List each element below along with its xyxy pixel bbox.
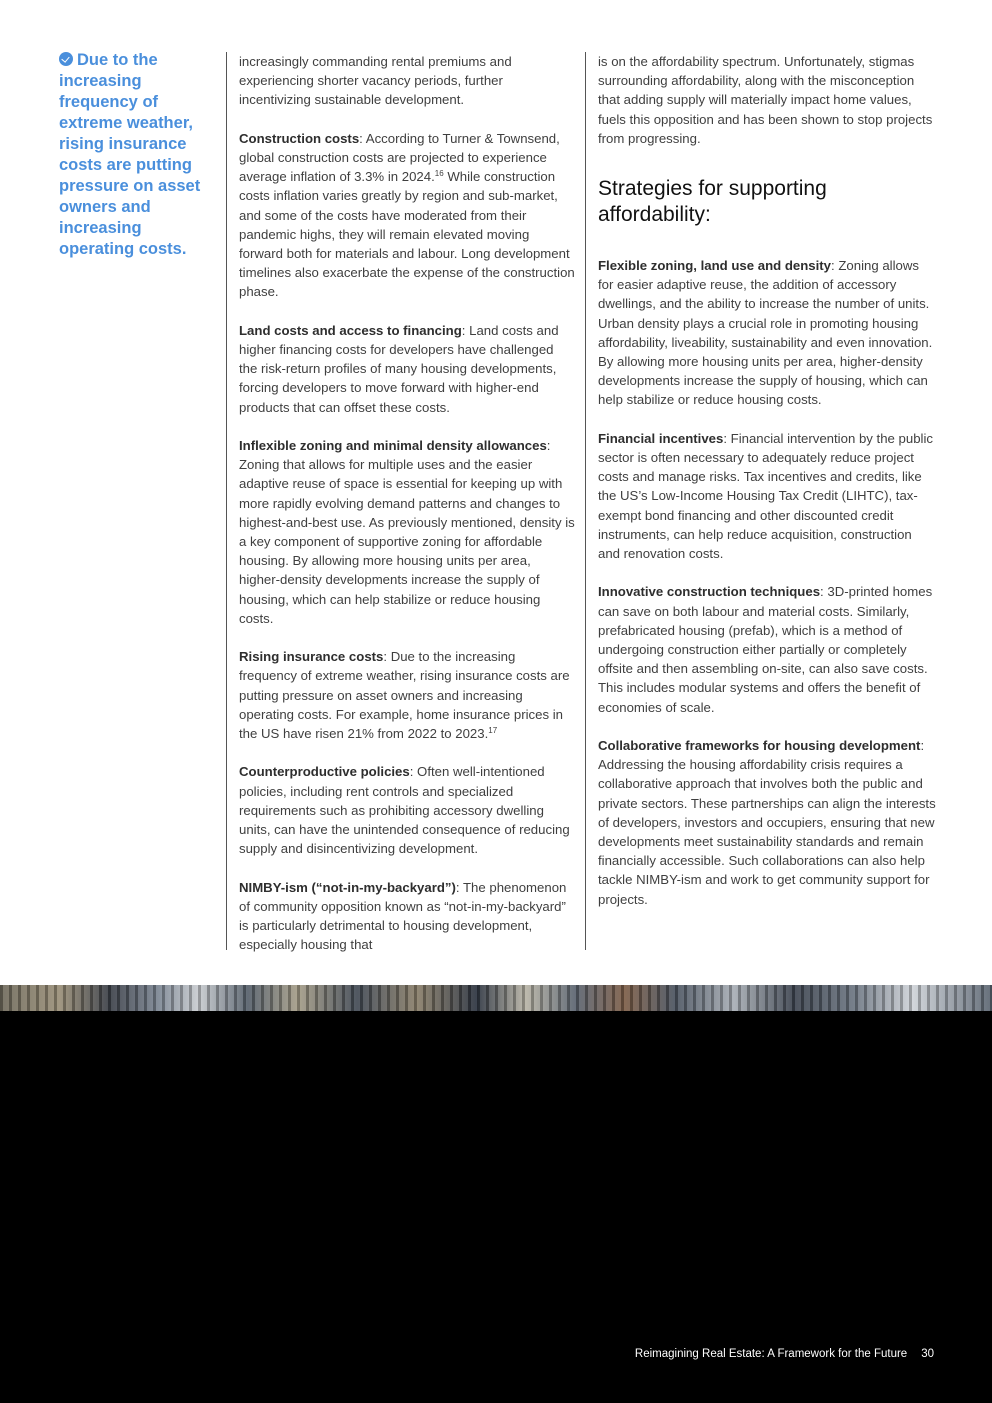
term: Counterproductive policies (239, 764, 410, 780)
heading-colon: : (705, 203, 711, 227)
term: Land costs and access to financing (239, 322, 462, 338)
term: Innovative construction techniques (598, 584, 821, 600)
body: : Land costs and higher financing costs for developers have challenged the risk-return profiles of many housing developments, forcing developers to move forward with higher-end products that can offset these costs. (239, 322, 559, 415)
footnote-ref: 16 (434, 169, 444, 179)
page-footer (635, 1346, 934, 1362)
paragraph-counterproductive-policies (239, 762, 575, 858)
body: : Financial intervention by the public sector is often necessary to adequately reduce project costs and manage risks. Tax incentives and credits, like the US’s Low-Income Housing Tax Credit (LIHTC), tax-exempt bond financing and other discounted credit instruments, can help reduce acquisition, construction and renovation costs. (598, 430, 933, 562)
paragraph-flexible-zoning (598, 256, 936, 410)
body: : Often well-intentioned policies, including rent controls and specialized requirements such as prohibiting accessory dwelling units, can have the unintended consequence of reducing supply and disincentivizing development. (239, 764, 570, 857)
paragraph-intro: is on the affordability spectrum. Unfortunately, stigmas surrounding affordability, along with the misconception that adding supply will materially impact home values, fuels this opposition and has been shown to stop projects from progressing. (598, 54, 933, 146)
body: : Zoning that allows for multiple uses and the easier adaptive reuse of space is essential for keeping up with more rapidly evolving demand patterns and changes to highest-and-best use. As previously mentioned, density is a key component of supportive zoning for affordable housing. By allowing more housing units per area, higher-density developments increase the supply of housing, which can help stabilize or reduce housing costs. (239, 438, 575, 626)
section-heading (598, 176, 936, 228)
heading-text: Strategies for supporting affordability (598, 177, 827, 227)
text-column-2 (585, 52, 936, 950)
paragraph-construction-costs (239, 129, 575, 302)
body: : Due to the increasing frequency of extreme weather, rising insurance costs are putting pressure on asset owners and increasing operating costs. For example, home insurance prices in the US have risen 21% from 2022 to 2023. (239, 649, 570, 742)
term: Rising insurance costs (239, 649, 384, 665)
footer-title: Reimagining Real Estate (634, 1348, 762, 1360)
page-number: 30 (921, 1348, 934, 1360)
paragraph-collaborative-frameworks (598, 736, 936, 909)
pull-quote (59, 50, 209, 260)
term: Financial incentives (598, 430, 724, 446)
paragraph-financial-incentives (598, 429, 936, 563)
city-aerial-photo (0, 985, 992, 1011)
body: : Addressing the housing affordability crisis requires a collaborative approach that involves both the public and private sectors. These partnerships can align the interests of developers, investors and occupiers, ensuring that new developments meet sustainability standards and remain financially accessible. Such collaborations can also help tackle NIMBY-ism and work to get community support for projects. (598, 738, 936, 907)
term: Flexible zoning, land use and density (598, 258, 832, 274)
hero-image (0, 985, 992, 1403)
body-cont: While construction costs inflation varies greatly by region and sub-market, and some of the costs have moderated from their pandemic highs, they will remain elevated moving forward both for materials and labour. Long development timelines also exacerbate the expense of the construction phase. (239, 169, 575, 300)
body: : According to Turner & Townsend, global construction costs are projected to experience average inflation of 3.3% in 2024. (239, 130, 560, 185)
term: Inflexible zoning and minimal density allowances (239, 438, 547, 454)
paragraph-inflexible-zoning (239, 436, 575, 628)
body: : Zoning allows for easier adaptive reuse, the addition of accessory dwellings, and the ability to increase the number of units. Urban density plays a crucial role in promoting housing affordability, liveability, sustainability and even innovation. By allowing more housing units per area, higher-density developments increase the supply of housing, which can help stabilize or reduce housing costs. (598, 258, 933, 408)
quote-icon (59, 52, 73, 66)
paragraph-intro: increasingly commanding rental premiums and experiencing shorter vacancy periods, further incentivizing sustainable development. (239, 54, 512, 108)
body: : 3D-printed homes can save on both labour and material costs. Similarly, prefabricated housing (prefab), which is a method of undergoing construction either partially or completely offsite and then assembling on-site, can also save costs. This includes modular systems and offers the benefit of economies of scale. (598, 584, 933, 715)
paragraph-land-costs (239, 321, 575, 417)
footer-subtitle: : A Framework for the Future (761, 1348, 908, 1360)
pull-quote-text: Due to the increasing frequency of extreme weather, rising insurance costs are putting pressure on asset owners and increasing operating costs. (59, 51, 201, 258)
term: NIMBY-ism (“not-in-my-backyard”) (239, 879, 456, 895)
paragraph-nimby (239, 878, 575, 955)
body: : The phenomenon of community opposition known as “not-in-my-backyard” is particularly detrimental to housing development, especially housing that (239, 879, 567, 953)
term: Collaborative frameworks for housing development (598, 738, 921, 754)
footnote-ref: 17 (488, 726, 498, 736)
term: Construction costs (239, 130, 360, 146)
text-column-1 (226, 52, 575, 953)
paragraph-insurance-costs (239, 647, 575, 743)
paragraph-construction-techniques (598, 582, 936, 716)
